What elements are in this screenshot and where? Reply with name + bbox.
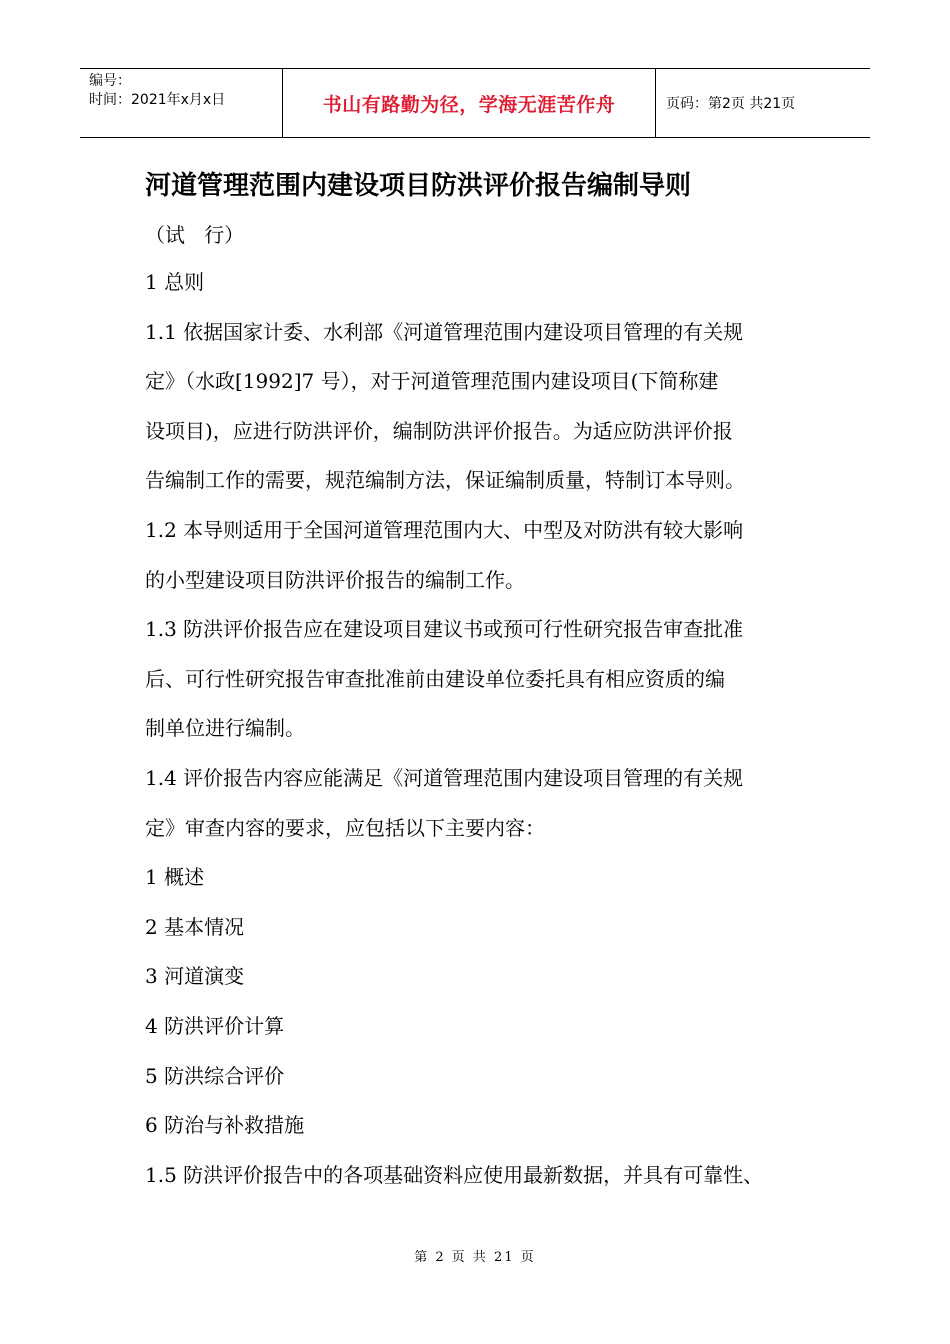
header-meta xyxy=(80,69,282,137)
text-line: 的小型建设项目防洪评价报告的编制工作。 xyxy=(145,567,525,592)
text-line: 4 防洪评价计算 xyxy=(145,1013,285,1038)
paragraph-list xyxy=(145,258,825,1200)
text-line: 1.5 防洪评价报告中的各项基础资料应使用最新数据，并具有可靠性、 xyxy=(145,1162,764,1187)
text-line: 6 防治与补救措施 xyxy=(145,1113,305,1138)
text-line: 制单位进行编制。 xyxy=(145,716,305,741)
text-line: 5 防洪综合评价 xyxy=(145,1063,285,1088)
page-header xyxy=(80,68,870,138)
text-line: 1.3 防洪评价报告应在建设项目建议书或预可行性研究报告审查批准 xyxy=(145,617,744,642)
text-line: 1 概述 xyxy=(145,865,205,890)
document-body xyxy=(145,160,825,1200)
header-motto-cell xyxy=(282,69,656,137)
header-page-info: 页码：第2页 共21页 xyxy=(666,96,796,112)
text-line: 定》（水政[1992]7 号），对于河道管理范围内建设项目(下简称建 xyxy=(145,369,719,394)
text-line: 3 河道演变 xyxy=(145,964,245,989)
text-line: 1.1 依据国家计委、水利部《河道管理范围内建设项目管理的有关规 xyxy=(145,319,744,344)
document-subtitle: （试 行） xyxy=(145,223,245,247)
document-time-label: 时间：2021年x月x日 xyxy=(89,92,226,108)
page-footer: 第 2 页 共 21 页 xyxy=(414,1250,536,1265)
text-line: 定》审查内容的要求，应包括以下主要内容： xyxy=(145,815,545,840)
header-motto: 书山有路勤为径，学海无涯苦作舟 xyxy=(322,93,616,116)
document-title: 河道管理范围内建设项目防洪评价报告编制导则 xyxy=(145,171,692,201)
text-line: 设项目)，应进行防洪评价，编制防洪评价报告。为适应防洪评价报 xyxy=(145,418,733,443)
text-line: 1.2 本导则适用于全国河道管理范围内大、中型及对防洪有较大影响 xyxy=(145,517,744,542)
text-line: 2 基本情况 xyxy=(145,914,245,939)
text-line: 后、可行性研究报告审查批准前由建设单位委托具有相应资质的编 xyxy=(145,666,725,691)
header-page-info-cell xyxy=(656,69,870,137)
text-line: 1.4 评价报告内容应能满足《河道管理范围内建设项目管理的有关规 xyxy=(145,765,744,790)
document-number-label: 编号： xyxy=(89,73,131,89)
text-line: 告编制工作的需要，规范编制方法，保证编制质量，特制订本导则。 xyxy=(145,468,745,493)
text-line: 1 总则 xyxy=(145,270,205,294)
